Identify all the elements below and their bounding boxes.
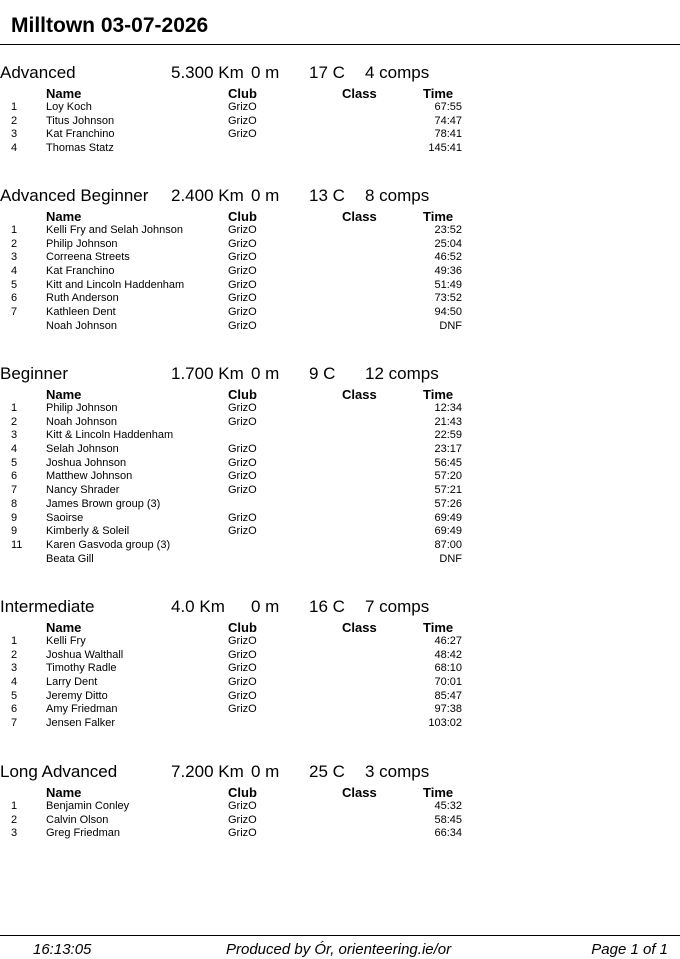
result-name: Joshua Walthall xyxy=(46,648,124,661)
course-distance: 5.300 Km xyxy=(171,63,244,82)
result-position: 7 xyxy=(11,717,18,730)
course-name: Intermediate xyxy=(0,597,95,616)
course-name: Advanced xyxy=(0,63,76,82)
result-time: 85:47 xyxy=(434,689,462,702)
result-row xyxy=(0,662,680,676)
result-position: 6 xyxy=(11,703,18,716)
result-time: 70:01 xyxy=(434,676,462,689)
result-position: 11 xyxy=(11,538,23,551)
result-row xyxy=(0,101,680,115)
result-row xyxy=(0,484,680,498)
result-club: GrizO xyxy=(228,251,257,264)
result-row xyxy=(0,676,680,690)
result-club: GrizO xyxy=(228,128,257,141)
result-time: 25:04 xyxy=(434,237,462,250)
result-name: Kelli Fry and Selah Johnson xyxy=(46,224,183,236)
result-row xyxy=(0,128,680,142)
result-row xyxy=(0,539,680,553)
result-row xyxy=(0,443,680,457)
result-time: 66:34 xyxy=(434,827,462,840)
result-position: 3 xyxy=(11,429,18,442)
result-row xyxy=(0,703,680,717)
result-position: 4 xyxy=(11,676,18,689)
course-controls: 25 C xyxy=(309,762,345,781)
result-name: Kitt & Lincoln Haddenham xyxy=(46,429,174,442)
result-name: Kat Franchino xyxy=(46,265,115,278)
result-time: 74:47 xyxy=(434,114,462,127)
column-header-class: Class xyxy=(342,620,377,635)
course-competitors: 8 comps xyxy=(365,186,430,205)
result-club: GrizO xyxy=(228,456,257,469)
result-name: Calvin Olson xyxy=(46,813,109,826)
result-row xyxy=(0,498,680,512)
result-name: Kathleen Dent xyxy=(46,306,116,319)
result-row xyxy=(0,292,680,306)
result-name: Ruth Anderson xyxy=(46,292,119,305)
results-list xyxy=(0,224,680,334)
result-club: GrizO xyxy=(228,689,257,702)
result-position: 8 xyxy=(11,497,18,510)
result-row xyxy=(0,279,680,293)
result-row xyxy=(0,690,680,704)
result-time: 57:20 xyxy=(434,470,462,483)
result-row xyxy=(0,827,680,841)
course-climb: 0 m xyxy=(251,63,280,82)
result-row xyxy=(0,814,680,828)
result-time: 69:49 xyxy=(434,511,462,524)
result-time: 69:49 xyxy=(434,525,462,538)
result-club: GrizO xyxy=(228,676,257,689)
result-name: Matthew Johnson xyxy=(46,470,133,483)
course-controls: 16 C xyxy=(309,597,345,616)
result-row xyxy=(0,320,680,334)
result-time: 73:52 xyxy=(434,292,462,305)
result-club: GrizO xyxy=(228,827,257,840)
column-header-time: Time xyxy=(423,86,454,101)
result-name: Larry Dent xyxy=(46,676,98,689)
result-name: Noah Johnson xyxy=(46,319,117,332)
result-name: Selah Johnson xyxy=(46,443,119,456)
results-list xyxy=(0,101,680,156)
result-club: GrizO xyxy=(228,662,257,675)
result-time: 78:41 xyxy=(434,128,462,141)
result-row xyxy=(0,238,680,252)
result-club: GrizO xyxy=(228,114,257,127)
result-name: Loy Koch xyxy=(46,101,92,113)
column-header-time: Time xyxy=(423,387,454,402)
course-climb: 0 m xyxy=(251,186,280,205)
result-club: GrizO xyxy=(228,415,257,428)
result-time: 87:00 xyxy=(434,538,462,551)
result-club: GrizO xyxy=(228,484,257,497)
result-time: 145:41 xyxy=(428,142,462,155)
result-time: 58:45 xyxy=(434,813,462,826)
footer-timestamp: 16:13:05 xyxy=(33,941,92,958)
course-climb: 0 m xyxy=(251,364,280,383)
result-row xyxy=(0,717,680,731)
result-time: 56:45 xyxy=(434,456,462,469)
result-position: 1 xyxy=(11,402,18,414)
result-position: 2 xyxy=(11,415,18,428)
result-position: 9 xyxy=(11,525,18,538)
result-name: James Brown group (3) xyxy=(46,497,161,510)
column-header-name: Name xyxy=(46,387,82,402)
header-divider xyxy=(0,44,680,45)
course-controls: 17 C xyxy=(309,63,345,82)
column-header-club: Club xyxy=(228,86,257,101)
course-competitors: 4 comps xyxy=(365,63,430,82)
result-time: 12:34 xyxy=(434,402,462,414)
column-headers xyxy=(0,620,680,635)
result-row xyxy=(0,553,680,567)
result-position: 1 xyxy=(11,224,18,236)
course-distance: 2.400 Km xyxy=(171,186,244,205)
course-competitors: 7 comps xyxy=(365,597,430,616)
footer-page-number: Page 1 of 1 xyxy=(591,941,668,958)
result-row xyxy=(0,800,680,814)
result-position: 2 xyxy=(11,237,18,250)
result-name: Saoirse xyxy=(46,511,84,524)
result-time: 49:36 xyxy=(434,265,462,278)
result-position: 6 xyxy=(11,292,18,305)
results-list xyxy=(0,800,680,841)
result-name: Nancy Shrader xyxy=(46,484,120,497)
result-name: Jeremy Ditto xyxy=(46,689,108,702)
column-header-club: Club xyxy=(228,387,257,402)
result-position: 4 xyxy=(11,443,18,456)
result-position: 2 xyxy=(11,813,18,826)
column-header-club: Club xyxy=(228,209,257,224)
result-club: GrizO xyxy=(228,470,257,483)
result-club: GrizO xyxy=(228,224,257,236)
result-time: 23:52 xyxy=(434,224,462,236)
result-row xyxy=(0,251,680,265)
result-time: 94:50 xyxy=(434,306,462,319)
course-controls: 13 C xyxy=(309,186,345,205)
result-time: 46:27 xyxy=(434,635,462,647)
result-position: 3 xyxy=(11,128,18,141)
result-time: 68:10 xyxy=(434,662,462,675)
result-time: 57:26 xyxy=(434,497,462,510)
result-time: 51:49 xyxy=(434,278,462,291)
result-name: Kat Franchino xyxy=(46,128,115,141)
result-club: GrizO xyxy=(228,278,257,291)
result-club: GrizO xyxy=(228,703,257,716)
results-list xyxy=(0,635,680,731)
result-name: Correena Streets xyxy=(46,251,130,264)
result-club: GrizO xyxy=(228,101,257,113)
result-position: 2 xyxy=(11,114,18,127)
result-position: 2 xyxy=(11,648,18,661)
result-club: GrizO xyxy=(228,265,257,278)
course-climb: 0 m xyxy=(251,762,280,781)
result-time: 45:32 xyxy=(434,800,462,812)
result-time: 67:55 xyxy=(434,101,462,113)
course-climb: 0 m xyxy=(251,597,280,616)
result-row xyxy=(0,416,680,430)
result-row xyxy=(0,649,680,663)
result-position: 1 xyxy=(11,101,18,113)
result-time: 21:43 xyxy=(434,415,462,428)
result-position: 1 xyxy=(11,800,18,812)
result-time: DNF xyxy=(439,319,462,332)
result-position: 5 xyxy=(11,456,18,469)
column-header-class: Class xyxy=(342,86,377,101)
result-club: GrizO xyxy=(228,648,257,661)
result-name: Kelli Fry xyxy=(46,635,86,647)
result-club: GrizO xyxy=(228,813,257,826)
column-header-club: Club xyxy=(228,620,257,635)
result-name: Amy Friedman xyxy=(46,703,118,716)
result-name: Joshua Johnson xyxy=(46,456,127,469)
column-header-time: Time xyxy=(423,620,454,635)
result-time: 46:52 xyxy=(434,251,462,264)
result-row xyxy=(0,224,680,238)
result-name: Noah Johnson xyxy=(46,415,117,428)
result-position: 3 xyxy=(11,662,18,675)
results-list xyxy=(0,402,680,566)
column-headers xyxy=(0,387,680,402)
result-name: Philip Johnson xyxy=(46,402,118,414)
course-name: Beginner xyxy=(0,364,69,383)
result-name: Greg Friedman xyxy=(46,827,120,840)
column-header-time: Time xyxy=(423,785,454,800)
result-club: GrizO xyxy=(228,511,257,524)
column-header-name: Name xyxy=(46,209,82,224)
result-club: GrizO xyxy=(228,443,257,456)
result-time: 97:38 xyxy=(434,703,462,716)
result-time: 23:17 xyxy=(434,443,462,456)
course-name: Long Advanced xyxy=(0,762,118,781)
result-position: 7 xyxy=(11,484,18,497)
result-position: 3 xyxy=(11,827,18,840)
result-position: 7 xyxy=(11,306,18,319)
result-row xyxy=(0,512,680,526)
column-header-club: Club xyxy=(228,785,257,800)
result-name: Timothy Radle xyxy=(46,662,117,675)
result-club: GrizO xyxy=(228,292,257,305)
result-position: 4 xyxy=(11,142,18,155)
result-position: 4 xyxy=(11,265,18,278)
result-name: Kimberly & Soleil xyxy=(46,525,130,538)
column-headers xyxy=(0,86,680,101)
result-club: GrizO xyxy=(228,800,257,812)
result-row xyxy=(0,142,680,156)
course-competitors: 12 comps xyxy=(365,364,439,383)
course-distance: 4.0 Km xyxy=(171,597,225,616)
result-name: Jensen Falker xyxy=(46,717,116,730)
result-time: 57:21 xyxy=(434,484,462,497)
course-name: Advanced Beginner xyxy=(0,186,149,205)
course-competitors: 3 comps xyxy=(365,762,430,781)
result-row xyxy=(0,429,680,443)
column-header-class: Class xyxy=(342,387,377,402)
result-row xyxy=(0,525,680,539)
result-club: GrizO xyxy=(228,319,257,332)
result-club: GrizO xyxy=(228,237,257,250)
column-header-name: Name xyxy=(46,785,82,800)
column-header-time: Time xyxy=(423,209,454,224)
result-row xyxy=(0,402,680,416)
result-name: Beata Gill xyxy=(46,552,94,565)
result-club: GrizO xyxy=(228,306,257,319)
result-club: GrizO xyxy=(228,402,257,414)
result-time: 48:42 xyxy=(434,648,462,661)
result-name: Philip Johnson xyxy=(46,237,118,250)
result-row xyxy=(0,265,680,279)
result-row xyxy=(0,470,680,484)
result-name: Titus Johnson xyxy=(46,114,115,127)
result-row xyxy=(0,635,680,649)
result-position: 5 xyxy=(11,689,18,702)
result-time: DNF xyxy=(439,552,462,565)
result-club: GrizO xyxy=(228,635,257,647)
result-time: 103:02 xyxy=(428,717,462,730)
result-name: Karen Gasvoda group (3) xyxy=(46,538,171,551)
course-controls: 9 C xyxy=(309,364,336,383)
result-position: 3 xyxy=(11,251,18,264)
column-header-name: Name xyxy=(46,86,82,101)
result-row xyxy=(0,457,680,471)
column-header-class: Class xyxy=(342,209,377,224)
result-name: Benjamin Conley xyxy=(46,800,130,812)
column-headers xyxy=(0,209,680,224)
result-row xyxy=(0,115,680,129)
result-name: Kitt and Lincoln Haddenham xyxy=(46,278,185,291)
page-title: Milltown 03-07-2026 xyxy=(11,14,209,37)
footer-credit: Produced by Ór, orienteering.ie/or xyxy=(226,941,452,958)
result-name: Thomas Statz xyxy=(46,142,114,155)
result-position: 6 xyxy=(11,470,18,483)
result-position: 9 xyxy=(11,511,18,524)
column-headers xyxy=(0,785,680,800)
result-club: GrizO xyxy=(228,525,257,538)
column-header-name: Name xyxy=(46,620,82,635)
course-distance: 1.700 Km xyxy=(171,364,244,383)
footer-divider xyxy=(0,935,680,936)
result-row xyxy=(0,306,680,320)
course-distance: 7.200 Km xyxy=(171,762,244,781)
result-position: 1 xyxy=(11,635,18,647)
column-header-class: Class xyxy=(342,785,377,800)
result-time: 22:59 xyxy=(434,429,462,442)
result-position: 5 xyxy=(11,278,18,291)
